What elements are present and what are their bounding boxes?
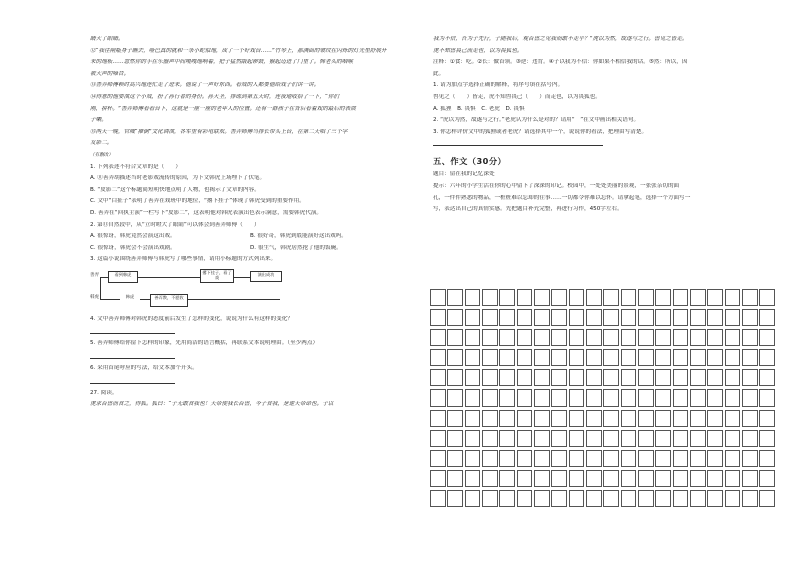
question-1: 1. 请为加点字选择正确的解释，将序号填在括号内。 [433,82,564,89]
grid-cell[interactable] [482,470,498,487]
grid-cell[interactable] [517,410,533,427]
grid-cell[interactable] [673,349,689,366]
grid-cell[interactable] [742,470,758,487]
grid-cell[interactable] [465,430,481,447]
grid-cell[interactable] [638,289,654,306]
grid-cell[interactable] [725,470,741,487]
grid-cell[interactable] [742,490,758,507]
grid-cell[interactable] [586,349,602,366]
q1-option-d: D. 善弄在“回执主演”一栏写下“皮影二”，这表明他对韩虎表演出色表示满意，需要韩虎代演。 [90,209,323,216]
grid-cell[interactable] [759,329,775,346]
q1-option-a: A. ⑪善弄胡描述当时老影戏流传的原因，为下文韩虎上场埋下了伏笔。 [90,175,266,182]
grid-cell[interactable] [586,430,602,447]
grid-cell[interactable] [759,369,775,386]
grid-cell[interactable] [638,470,654,487]
grid-cell[interactable] [759,309,775,326]
passage-line: 睛大了眼睛。 [90,36,124,42]
grid-cell[interactable] [551,309,567,326]
classical-text: 我为不信，吾为子先行，子随我后，观百兽之见我而敢不走乎？”虎以为然，故遂与之行。兽见之皆走。 [433,36,688,42]
classical-text: 虎不知兽畏己而走也，以为畏狐也。 [433,47,523,54]
grid-cell[interactable] [569,329,585,346]
question-3: 3. 这篇小说围绕善弄师傅与韩虎写了哪些事情，请用小标题的方式列出来。 [90,256,277,263]
grid-cell[interactable] [742,410,758,427]
grid-cell[interactable] [569,470,585,487]
grid-cell[interactable] [742,329,758,346]
grid-cell[interactable] [621,450,637,467]
grid-cell[interactable] [655,389,671,406]
grid-cell[interactable] [655,410,671,427]
grid-cell[interactable] [586,389,602,406]
grid-cell[interactable] [603,470,619,487]
grid-cell[interactable] [482,329,498,346]
grid-cell[interactable] [690,389,706,406]
grid-cell[interactable] [447,410,463,427]
grid-cell[interactable] [603,490,619,507]
grid-cell[interactable] [430,329,446,346]
grid-cell[interactable] [482,410,498,427]
grid-cell[interactable] [534,349,550,366]
grid-cell[interactable] [465,470,481,487]
grid-cell[interactable] [517,389,533,406]
grid-cell[interactable] [482,389,498,406]
grid-cell[interactable] [482,490,498,507]
grid-cell[interactable] [603,309,619,326]
grid-cell[interactable] [517,289,533,306]
grid-cell[interactable] [447,329,463,346]
q2-options-row [90,245,412,252]
grid-cell[interactable] [638,349,654,366]
flow-tag-top: 善弄 [90,272,99,278]
grid-cell[interactable] [465,289,481,306]
grid-cell[interactable] [690,470,706,487]
grid-cell[interactable] [447,309,463,326]
grid-cell[interactable] [447,349,463,366]
question-2: 2. “虎以为然，故遂与之行。”老虎认为什么是对的？请用“ ”在文中画出相关语句。 [433,117,640,124]
grid-cell[interactable] [430,369,446,386]
grid-cell[interactable] [655,470,671,487]
grid-cell[interactable] [655,309,671,326]
grid-cell[interactable] [655,450,671,467]
grid-cell[interactable] [517,470,533,487]
grid-cell[interactable] [430,450,446,467]
grid-cell[interactable] [586,490,602,507]
grid-cell[interactable] [690,349,706,366]
grid-cell[interactable] [690,369,706,386]
grid-cell[interactable] [430,470,446,487]
grid-cell[interactable] [569,450,585,467]
grid-cell[interactable] [673,289,689,306]
grid-cell[interactable] [655,329,671,346]
grid-cell[interactable] [690,410,706,427]
grid-cell[interactable] [690,329,706,346]
grid-cell[interactable] [482,430,498,447]
q2-option-a: A. 很惊讶，韩虎竟然会演这出戏。 [90,233,176,240]
grid-cell[interactable] [621,309,637,326]
grid-cell[interactable] [465,490,481,507]
grid-cell[interactable] [603,329,619,346]
grid-cell[interactable] [707,450,723,467]
grid-cell[interactable] [725,490,741,507]
grid-cell[interactable] [430,410,446,427]
grid-cell[interactable] [447,369,463,386]
grid-cell[interactable] [725,289,741,306]
grid-cell[interactable] [742,349,758,366]
grid-cell[interactable] [482,289,498,306]
grid-cell[interactable] [551,389,567,406]
grid-cell[interactable] [638,369,654,386]
grid-cell[interactable] [447,450,463,467]
annotation: 此。 [433,70,445,77]
annotation: 注释：①食：吃。②长：做首领。③逆：违背。④子以我为不信：你如果不相信我的话。⑤然：所以，因 [433,59,688,66]
essay-prompt: 孔，一件件熟悉的物品，一桩桩难以忘却的往事……一切都令你难以忘怀。请拿起笔，选择一个方面写一 [433,194,691,201]
question-3: 3. 你怎样评价文中的狐狸或者老虎？请选择其中一个，说说你的看法，把理由写清楚。 [433,128,648,135]
grid-cell[interactable] [551,349,567,366]
grid-cell[interactable] [499,289,515,306]
grid-cell[interactable] [603,430,619,447]
grid-cell[interactable] [638,309,654,326]
grid-cell[interactable] [465,329,481,346]
grid-cell[interactable] [655,490,671,507]
grid-cell[interactable] [638,490,654,507]
grid-cell[interactable] [499,329,515,346]
classical-text: 虎求百兽而食之，得狐。狐曰：“子无敢食我也！天帝使我长百兽，今子食我，是逆天帝命也。子以 [90,401,334,408]
grid-cell[interactable] [430,389,446,406]
grid-cell[interactable] [725,309,741,326]
grid-cell[interactable] [707,389,723,406]
grid-cell[interactable] [603,369,619,386]
grid-cell[interactable] [517,369,533,386]
grid-cell[interactable] [655,289,671,306]
q1-sentence: 兽见之（ ）皆走，虎不知兽畏己（ ）而走也，以为畏狐也。 [433,93,601,100]
grid-cell[interactable] [621,470,637,487]
grid-cell[interactable] [621,329,637,346]
grid-cell[interactable] [725,389,741,406]
grid-cell[interactable] [465,389,481,406]
grid-cell[interactable] [690,490,706,507]
grid-cell[interactable] [621,410,637,427]
grid-cell[interactable] [586,470,602,487]
grid-cell[interactable] [517,490,533,507]
passage-line: 友影二。 [90,140,113,147]
grid-cell[interactable] [707,309,723,326]
grid-cell[interactable] [638,410,654,427]
grid-cell[interactable] [430,289,446,306]
grid-cell[interactable] [499,490,515,507]
grid-cell[interactable] [534,490,550,507]
grid-cell[interactable] [603,289,619,306]
writing-grid[interactable] [430,289,775,507]
passage-line: ⑫“我往闸瓶身子瞧去，哑巴真的就和一条小蛇似地，成了一个好戏台……”竹琴上，那满面的皱纹在闪烁的灯光里舒展开 [90,47,387,54]
grid-cell[interactable] [569,289,585,306]
grid-cell[interactable] [569,430,585,447]
section-title: 五、作文（30分） [433,156,507,167]
grid-cell[interactable] [621,349,637,366]
grid-cell[interactable] [603,410,619,427]
grid-cell[interactable] [759,430,775,447]
grid-cell[interactable] [499,470,515,487]
answer-blank[interactable] [90,352,175,359]
grid-cell[interactable] [534,450,550,467]
grid-cell[interactable] [621,369,637,386]
grid-cell[interactable] [690,430,706,447]
flow-box-4: 善弄教，不愿收 [150,294,188,307]
grid-cell[interactable] [569,309,585,326]
grid-cell[interactable] [707,349,723,366]
grid-cell[interactable] [482,369,498,386]
grid-cell[interactable] [725,430,741,447]
grid-cell[interactable] [534,410,550,427]
grid-cell[interactable] [430,349,446,366]
grid-cell[interactable] [725,369,741,386]
question-6: 6. 采用首尾呼应的写法，给文本加个开头。 [90,365,198,372]
grid-cell[interactable] [707,369,723,386]
grid-cell[interactable] [707,430,723,447]
answer-blank[interactable] [433,140,603,146]
grid-cell[interactable] [742,369,758,386]
essay-title: 题目：留在我的记忆深处 [433,171,495,178]
grid-cell[interactable] [534,430,550,447]
grid-cell[interactable] [447,289,463,306]
grid-cell[interactable] [430,490,446,507]
grid-cell[interactable] [690,450,706,467]
grid-cell[interactable] [586,369,602,386]
grid-cell[interactable] [673,389,689,406]
grid-cell[interactable] [465,309,481,326]
grid-cell[interactable] [707,410,723,427]
flowchart [90,268,290,308]
grid-cell[interactable] [673,470,689,487]
grid-cell[interactable] [447,430,463,447]
grid-cell[interactable] [569,389,585,406]
q1-option-c: C. 文中“白扯子”表明了善弄在戏班中的地位，“撂下挂子”体现了韩虎受到的重要作用。 [90,198,305,205]
grid-cell[interactable] [482,309,498,326]
grid-cell[interactable] [638,450,654,467]
answer-blank[interactable] [90,377,175,384]
passage-line: 来的地板……忽然你的手在乐器声中间嘎嘎地响着，把子猛然敲起锣鼓，猴起迈进了门里了。韩老头的咽喉 [90,59,353,66]
grid-cell[interactable] [603,349,619,366]
source-note: （有删改） [90,152,113,158]
answer-blank[interactable] [90,327,175,334]
grid-cell[interactable] [742,289,758,306]
grid-cell[interactable] [465,450,481,467]
grid-cell[interactable] [499,349,515,366]
grid-cell[interactable] [430,430,446,447]
passage-line: 子喇。 [90,117,107,124]
flow-box-3: 演出成功 [250,271,282,282]
grid-cell[interactable] [707,470,723,487]
grid-cell[interactable] [586,329,602,346]
grid-cell[interactable] [742,389,758,406]
grid-cell[interactable] [742,309,758,326]
grid-cell[interactable] [673,369,689,386]
grid-cell[interactable] [551,490,567,507]
grid-cell[interactable] [551,450,567,467]
grid-cell[interactable] [673,309,689,326]
grid-cell[interactable] [655,369,671,386]
grid-cell[interactable] [725,410,741,427]
grid-cell[interactable] [673,450,689,467]
grid-cell[interactable] [690,289,706,306]
q1-options: A. 狐狸 B. 畏惧 C. 老虎 D. 畏惧 [433,105,525,112]
grid-cell[interactable] [551,410,567,427]
grid-cell[interactable] [551,289,567,306]
grid-cell[interactable] [586,450,602,467]
q1-option-b: B. “皮影二”这个标题简短明快地点明了人物，也揭示了文章的内容。 [90,186,260,193]
grid-cell[interactable] [707,490,723,507]
question-27: 27. 阅读。 [90,389,118,396]
passage-line: 刚，拼杯。”善弄师傅看看台下，这就是一座一座的老年人的位置。还有一群孩子在背后看着戏的最后的表演 [90,105,356,112]
grid-cell[interactable] [621,289,637,306]
q2-option-c: C. 很惊讶，韩虎会不会演出戏剧。 [90,244,176,251]
grid-cell[interactable] [499,389,515,406]
q2-option-b: B. 很好奇，韩虎到底能演好这出戏吗。 [250,233,347,240]
grid-cell[interactable] [551,329,567,346]
grid-cell[interactable] [430,309,446,326]
grid-cell[interactable] [586,410,602,427]
grid-cell[interactable] [725,329,741,346]
grid-cell[interactable] [707,329,723,346]
grid-cell[interactable] [603,450,619,467]
grid-cell[interactable] [621,389,637,406]
grid-cell[interactable] [499,309,515,326]
grid-cell[interactable] [465,349,481,366]
passage-line: ⑮两天一晚，官城“推倒”文化调演，各军里有彩电联欢。善弄师傅当排长带头上台，在第二天唱了三个字 [90,128,348,135]
grid-cell[interactable] [465,369,481,386]
grid-cell[interactable] [621,430,637,447]
grid-cell[interactable] [673,490,689,507]
grid-cell[interactable] [586,309,602,326]
passage-line: ⑬善弄师傅顿时高兴地连忙走了进来。他说了一声好东西。看戏的人都要他给戏子们讲一讲。 [90,82,320,89]
question-4: 4. 文中善弄师傅对韩虎的态度前后发生了怎样的变化，说说为什么有这样的变化？ [90,315,293,322]
flow-tag-bottom: 韩虎 [90,294,99,300]
passage-line: 被大声的嗓音。 [90,70,130,77]
grid-cell[interactable] [759,349,775,366]
grid-cell[interactable] [759,389,775,406]
grid-cell[interactable] [534,470,550,487]
q2-option-d: D. 很生气，韩虎居然抢了他的饭碗。 [250,244,342,251]
grid-cell[interactable] [638,329,654,346]
grid-cell[interactable] [603,389,619,406]
right-column [433,36,773,218]
grid-cell[interactable] [517,450,533,467]
grid-cell[interactable] [655,430,671,447]
q2-options-row [90,233,412,240]
grid-cell[interactable] [551,470,567,487]
grid-cell[interactable] [517,430,533,447]
grid-cell[interactable] [551,369,567,386]
grid-cell[interactable] [482,349,498,366]
grid-cell[interactable] [465,410,481,427]
grid-cell[interactable] [534,329,550,346]
grid-cell[interactable] [759,490,775,507]
essay-prompt: 写，表达出自己的真情实感。先把题目补充完整，再进行习作，450字左右。 [433,206,623,213]
grid-cell[interactable] [499,450,515,467]
grid-cell[interactable] [569,490,585,507]
grid-cell[interactable] [673,410,689,427]
essay-prompt: 提示：六年的小学生活在你的心中留下了深深的印记。校园中，一处处美丽的景观，一张张亲切的面 [433,182,680,189]
grid-cell[interactable] [569,369,585,386]
question-1: 1. 下列表述不符合文章的是（ ） [90,163,182,170]
flow-box-2: 撂下挂子，看了戏 [200,269,234,283]
grid-cell[interactable] [725,349,741,366]
flow-box-1: 看到韩虎 [108,271,138,283]
grid-cell[interactable] [638,389,654,406]
grid-cell[interactable] [517,329,533,346]
passage-line: ⑭得意的他要演这个小戏，扮了孙行者的身份。孙大圣，排练到第五天时，连夜地收拾了一下，“你们 [90,93,339,100]
question-2: 2. 第⑪自然段中，从“立时瞪大了眼睛”可以体会到善弄师傅（ ） [90,221,260,228]
grid-cell[interactable] [586,289,602,306]
grid-cell[interactable] [569,410,585,427]
grid-cell[interactable] [759,470,775,487]
grid-cell[interactable] [447,470,463,487]
grid-cell[interactable] [499,410,515,427]
grid-cell[interactable] [569,349,585,366]
grid-cell[interactable] [742,430,758,447]
grid-cell[interactable] [534,369,550,386]
grid-cell[interactable] [517,309,533,326]
grid-cell[interactable] [707,289,723,306]
grid-cell[interactable] [482,450,498,467]
grid-cell[interactable] [517,349,533,366]
grid-cell[interactable] [638,430,654,447]
flow-connector [100,277,101,299]
grid-cell[interactable] [759,450,775,467]
grid-cell[interactable] [499,369,515,386]
grid-cell[interactable] [534,389,550,406]
grid-cell[interactable] [673,430,689,447]
grid-cell[interactable] [759,410,775,427]
grid-cell[interactable] [690,309,706,326]
flow-box-5: 韩虎 [120,294,140,303]
left-column [90,36,412,413]
grid-cell[interactable] [534,309,550,326]
grid-cell[interactable] [551,430,567,447]
grid-cell[interactable] [621,490,637,507]
question-5: 5. 善弄师傅给你留下怎样的印象，先用简洁的语言概括，再联系文本说明理由。（至少两点） [90,340,319,347]
grid-cell[interactable] [534,289,550,306]
grid-cell[interactable] [759,289,775,306]
grid-cell[interactable] [673,329,689,346]
grid-cell[interactable] [655,349,671,366]
grid-cell[interactable] [499,430,515,447]
grid-cell[interactable] [742,450,758,467]
grid-cell[interactable] [725,450,741,467]
grid-cell[interactable] [447,490,463,507]
grid-cell[interactable] [447,389,463,406]
